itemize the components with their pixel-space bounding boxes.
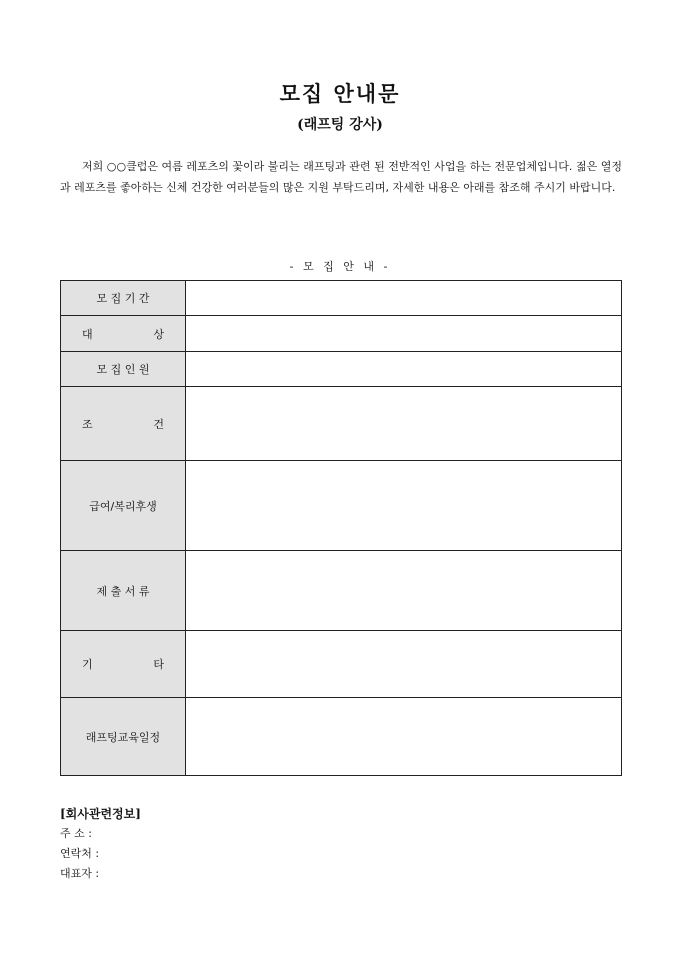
row-label-other [61, 631, 186, 698]
page-title: 모집 안내문 [279, 81, 401, 106]
label-char: 대 [82, 327, 93, 341]
table-row [61, 631, 622, 698]
table-row [61, 352, 622, 387]
company-contact: 연락처 : [60, 847, 100, 860]
label-char: 조 [82, 417, 93, 431]
row-value-salary[interactable] [186, 461, 622, 551]
intro-paragraph: 저희 ○○클럽은 여름 레포츠의 꽃이라 불리는 래프팅과 관련 된 전반적인 사업을 하는 전문업체입니다. 젊은 열정과 레포츠를 좋아하는 신체 건강한 여러분들의 많은 지원 부탁드리며, 자세한 내용은 아래를 참조해 주시기 바랍니다. [60, 160, 622, 194]
row-value-documents[interactable] [186, 551, 622, 631]
recruitment-table [60, 280, 622, 776]
company-info [60, 804, 141, 884]
page-subtitle: (래프팅 강사) [297, 117, 383, 133]
row-label-target [61, 316, 186, 352]
label-char: 타 [153, 658, 164, 671]
row-value-other[interactable] [186, 631, 622, 698]
table-row [61, 281, 622, 316]
row-value-period[interactable] [186, 281, 622, 316]
row-value-headcount[interactable] [186, 352, 622, 387]
label-char: 건 [153, 417, 164, 431]
row-label-documents: 제 출 서 류 [61, 551, 186, 631]
table-row [61, 698, 622, 776]
row-label-salary: 급여/복리후생 [61, 461, 186, 551]
row-label-conditions [61, 387, 186, 461]
row-label-period: 모 집 기 간 [61, 281, 186, 316]
row-value-training-schedule[interactable] [186, 698, 622, 776]
company-ceo: 대표자 : [60, 867, 100, 880]
table-row [61, 316, 622, 352]
company-info-heading: [회사관련정보] [60, 807, 141, 821]
label-char: 기 [82, 658, 93, 671]
table-row [61, 461, 622, 551]
row-label-training-schedule: 래프팅교육일정 [61, 698, 186, 776]
section-label: - 모 집 안 내 - [289, 260, 391, 273]
row-label-target-text [82, 326, 164, 342]
row-value-conditions[interactable] [186, 387, 622, 461]
row-value-target[interactable] [186, 316, 622, 352]
table-row [61, 551, 622, 631]
row-label-other-text [82, 656, 164, 672]
company-address: 주 소 : [60, 827, 92, 840]
table-row [61, 387, 622, 461]
row-label-headcount: 모 집 인 원 [61, 352, 186, 387]
label-char: 상 [153, 327, 164, 341]
row-label-conditions-text [82, 416, 164, 432]
